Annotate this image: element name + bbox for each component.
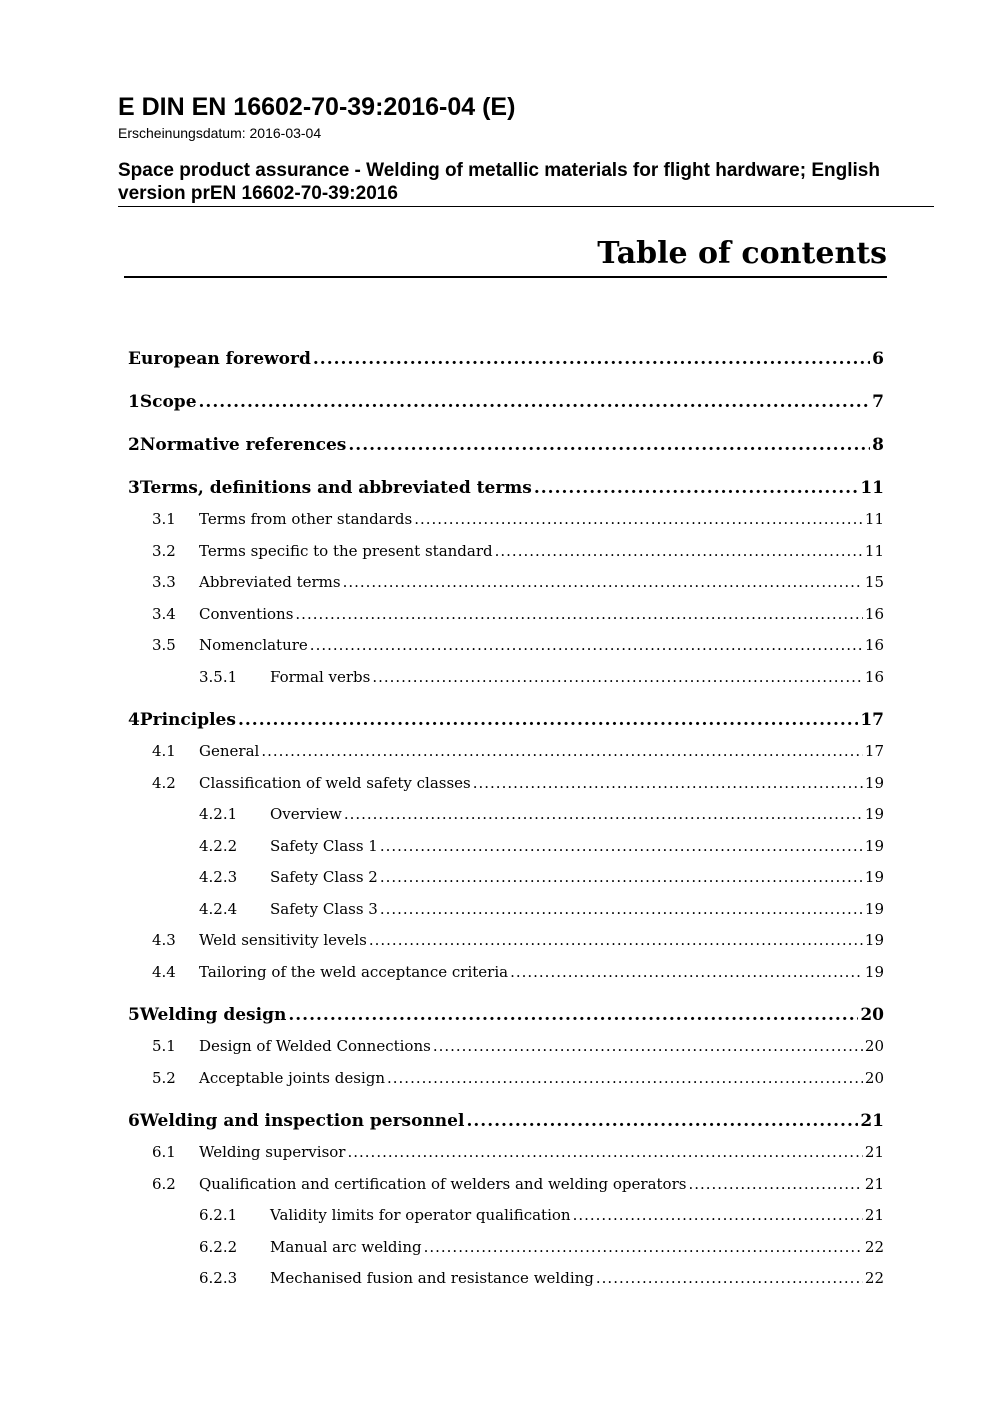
toc-entry-level-2[interactable] <box>128 599 884 631</box>
toc-entry-page: 21 <box>864 1206 884 1224</box>
toc-entry-level-3[interactable] <box>128 662 884 694</box>
toc-entry-number: 5.1 <box>152 1037 176 1055</box>
toc-dot-leader <box>380 862 863 894</box>
toc-entry-number: 6.2.1 <box>199 1206 238 1224</box>
toc-entry-level-3[interactable] <box>128 1200 884 1232</box>
toc-entry-page: 11 <box>860 478 884 498</box>
toc-heading: Table of contents <box>597 236 887 271</box>
toc-heading-rule <box>124 276 887 278</box>
document-header <box>118 92 934 205</box>
toc-entry-level-2[interactable] <box>128 768 884 800</box>
toc-entry-label: Abbreviated terms <box>199 573 341 591</box>
toc-entry-level-3[interactable] <box>128 894 884 926</box>
toc-dot-leader <box>344 799 863 831</box>
toc-entry-label: Overview <box>270 805 342 823</box>
toc-entry-page: 19 <box>864 773 884 792</box>
toc-entry-number: 5.2 <box>152 1068 176 1087</box>
toc-entry-level-3[interactable] <box>128 1263 884 1295</box>
toc-dot-leader <box>596 1263 863 1295</box>
toc-entry-label: Scope <box>139 392 197 412</box>
toc-entry-label: Manual arc welding <box>270 1237 422 1256</box>
toc-entry-level-2[interactable] <box>128 736 884 768</box>
toc-dot-leader <box>310 630 863 662</box>
toc-entry-level-3[interactable] <box>128 862 884 894</box>
toc-entry-number: 3.1 <box>152 510 176 528</box>
toc-entry-label: Principles <box>139 710 236 730</box>
toc-entry-level-2[interactable] <box>128 630 884 662</box>
toc-entry-page: 6 <box>872 349 884 369</box>
toc-entry-page: 11 <box>864 541 884 560</box>
toc-entry-page: 17 <box>860 710 884 730</box>
toc-entry-page: 16 <box>864 604 884 623</box>
toc-dot-leader <box>495 536 863 568</box>
toc-entry-label: Design of Welded Connections <box>199 1037 431 1055</box>
toc-entry-level-1[interactable] <box>128 344 884 375</box>
toc-dot-leader <box>387 1063 863 1095</box>
toc-entry-level-1[interactable] <box>128 473 884 504</box>
toc-entry-label: General <box>199 742 260 760</box>
toc-entry-number: 3.3 <box>152 573 176 591</box>
toc-entry-label: Qualification and certification of welders and welding operators <box>199 1174 687 1193</box>
toc-entry-number: 3.4 <box>152 604 176 623</box>
toc-dot-leader <box>261 736 863 768</box>
document-id: E DIN EN 16602-70-39:2016-04 (E) <box>118 93 516 121</box>
toc-dot-leader <box>347 1137 862 1169</box>
toc-entry-number: 6.2.2 <box>199 1237 238 1256</box>
toc-entry-level-3[interactable] <box>128 799 884 831</box>
toc-entry-label: Classification of weld safety classes <box>199 773 471 792</box>
toc-entry-number: 4.2.3 <box>199 868 238 886</box>
publication-date: Erscheinungsdatum: 2016-03-04 <box>118 125 322 141</box>
toc-entry-page: 19 <box>864 836 884 855</box>
toc-dot-leader <box>473 768 863 800</box>
toc-entry-label: Safety Class 2 <box>270 868 378 886</box>
toc-entry-page: 8 <box>872 435 884 455</box>
toc-entry-level-3[interactable] <box>128 1232 884 1264</box>
toc-dot-leader <box>295 599 863 631</box>
toc-entry-label: European foreword <box>128 349 311 369</box>
toc-entry-number: 4 <box>128 710 140 730</box>
toc-entry-page: 19 <box>864 962 884 981</box>
toc-dot-leader <box>380 894 863 926</box>
toc-entry-label: Acceptable joints design <box>199 1068 385 1087</box>
toc-entry-label: Terms from other standards <box>199 510 413 528</box>
toc-entry-page: 20 <box>864 1068 884 1087</box>
toc-dot-leader <box>372 662 863 694</box>
toc-dot-leader <box>433 1031 863 1063</box>
toc-entry-label: Conventions <box>199 604 294 623</box>
toc-entry-level-2[interactable] <box>128 925 884 957</box>
toc-entry-label: Safety Class 3 <box>270 899 378 918</box>
toc-entry-level-2[interactable] <box>128 1169 884 1201</box>
toc-entry-level-2[interactable] <box>128 536 884 568</box>
toc-entry-label: Formal verbs <box>270 667 371 686</box>
toc-entry-label: Tailoring of the weld acceptance criteria <box>199 962 509 981</box>
table-of-contents <box>128 344 884 1295</box>
toc-entry-number: 4.3 <box>152 931 176 949</box>
toc-dot-leader <box>199 387 871 418</box>
toc-entry-page: 21 <box>864 1174 884 1193</box>
toc-entry-page: 21 <box>860 1111 884 1131</box>
toc-dot-leader <box>688 1169 862 1201</box>
document-title: Space product assurance - Welding of metallic materials for flight hardware; English version prEN 16602-70-39:2016 <box>118 160 880 204</box>
toc-entry-page: 7 <box>872 392 884 412</box>
toc-entry-level-2[interactable] <box>128 957 884 989</box>
toc-entry-level-1[interactable] <box>128 1000 884 1031</box>
toc-entry-number: 4.2 <box>152 773 176 792</box>
toc-dot-leader <box>343 567 863 599</box>
toc-entry-number: 4.2.1 <box>199 805 238 823</box>
toc-entry-level-3[interactable] <box>128 831 884 863</box>
toc-entry-number: 6 <box>128 1111 140 1131</box>
toc-entry-label: Normative references <box>139 435 347 455</box>
toc-entry-number: 4.2.2 <box>199 836 238 855</box>
toc-entry-number: 6.2.3 <box>199 1269 238 1287</box>
toc-entry-page: 22 <box>864 1237 884 1256</box>
toc-entry-level-1[interactable] <box>128 387 884 418</box>
toc-entry-number: 6.2 <box>152 1174 176 1193</box>
toc-dot-leader <box>288 1000 858 1031</box>
toc-entry-page: 19 <box>864 805 884 823</box>
toc-entry-level-2[interactable] <box>128 504 884 536</box>
toc-entry-level-1[interactable] <box>128 430 884 461</box>
toc-entry-number: 6.1 <box>152 1143 176 1161</box>
toc-dot-leader <box>380 831 863 863</box>
toc-dot-leader <box>424 1232 863 1264</box>
toc-entry-number: 1 <box>128 392 140 412</box>
toc-entry-level-2[interactable] <box>128 567 884 599</box>
toc-entry-number: 3.5.1 <box>199 667 238 686</box>
toc-dot-leader <box>238 705 858 736</box>
toc-entry-page: 15 <box>864 573 884 591</box>
toc-entry-label: Welding and inspection personnel <box>139 1111 465 1131</box>
toc-entry-page: 19 <box>864 931 884 949</box>
header-divider <box>118 206 934 207</box>
toc-entry-label: Validity limits for operator qualification <box>270 1206 571 1224</box>
toc-entry-page: 17 <box>864 742 884 760</box>
toc-entry-page: 20 <box>860 1005 884 1025</box>
toc-entry-label: Mechanised fusion and resistance welding <box>270 1269 594 1287</box>
toc-entry-number: 5 <box>128 1005 140 1025</box>
toc-dot-leader <box>414 504 863 536</box>
toc-entry-number: 2 <box>128 435 140 455</box>
toc-dot-leader <box>313 344 870 375</box>
toc-entry-page: 16 <box>864 636 884 654</box>
toc-entry-label: Terms specific to the present standard <box>199 541 493 560</box>
toc-entry-number: 3 <box>128 478 140 498</box>
toc-dot-leader <box>348 430 870 461</box>
toc-dot-leader <box>534 473 858 504</box>
toc-entry-level-2[interactable] <box>128 1031 884 1063</box>
toc-entry-label: Welding supervisor <box>199 1143 346 1161</box>
toc-entry-number: 4.4 <box>152 962 176 981</box>
toc-entry-page: 22 <box>864 1269 884 1287</box>
toc-entry-number: 4.1 <box>152 742 176 760</box>
toc-entry-page: 19 <box>864 899 884 918</box>
toc-dot-leader <box>369 925 863 957</box>
toc-dot-leader <box>466 1106 858 1137</box>
toc-entry-label: Welding design <box>139 1005 287 1025</box>
toc-entry-label: Weld sensitivity levels <box>199 931 367 949</box>
toc-dot-leader <box>510 957 863 989</box>
toc-entry-number: 3.2 <box>152 541 176 560</box>
toc-dot-leader <box>573 1200 863 1232</box>
toc-entry-number: 4.2.4 <box>199 899 238 918</box>
toc-entry-label: Nomenclature <box>199 636 308 654</box>
toc-entry-page: 20 <box>864 1037 884 1055</box>
toc-entry-label: Terms, definitions and abbreviated terms <box>139 478 532 498</box>
toc-entry-level-1[interactable] <box>128 1106 884 1137</box>
toc-entry-number: 3.5 <box>152 636 176 654</box>
toc-entry-level-2[interactable] <box>128 1063 884 1095</box>
toc-entry-level-1[interactable] <box>128 705 884 736</box>
toc-entry-page: 19 <box>864 868 884 886</box>
toc-entry-page: 16 <box>864 667 884 686</box>
toc-entry-page: 21 <box>864 1143 884 1161</box>
toc-entry-label: Safety Class 1 <box>270 836 378 855</box>
toc-entry-page: 11 <box>864 510 884 528</box>
toc-entry-level-2[interactable] <box>128 1137 884 1169</box>
